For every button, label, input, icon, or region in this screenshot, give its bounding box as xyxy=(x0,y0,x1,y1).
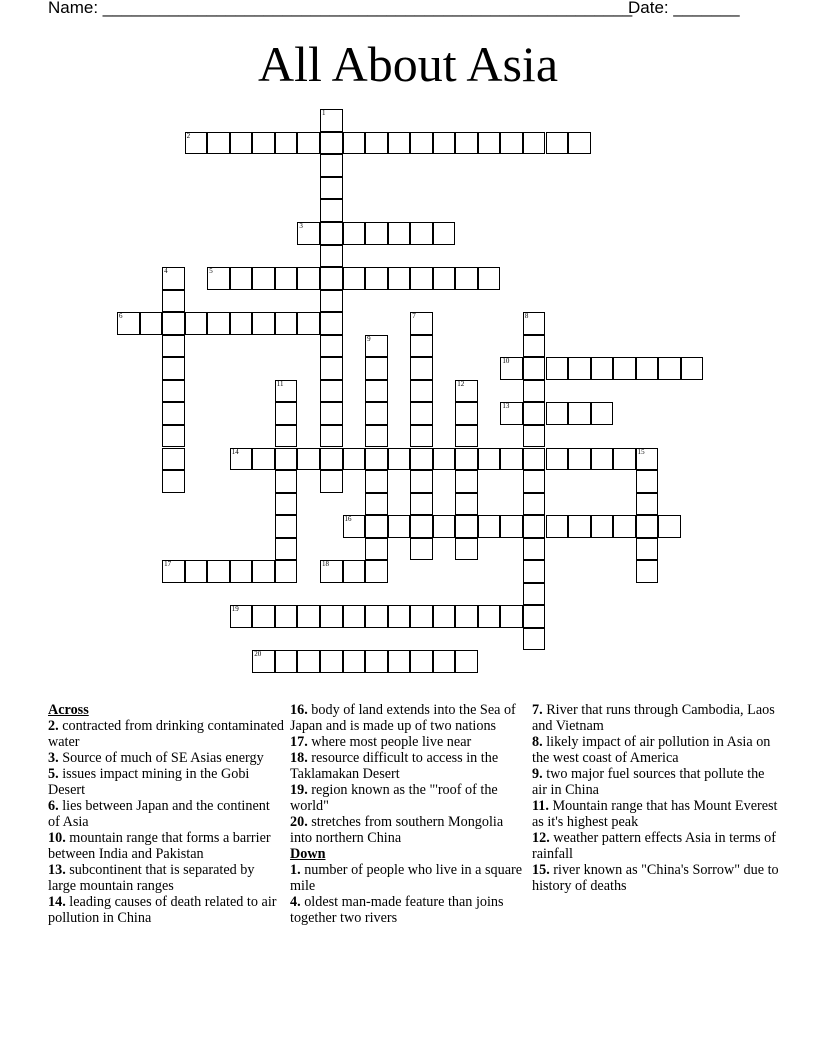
crossword-cell[interactable] xyxy=(523,380,546,403)
clue-number: 13 xyxy=(502,402,510,411)
across-heading: Across xyxy=(48,702,89,718)
crossword-cell[interactable] xyxy=(275,312,298,335)
crossword-cell[interactable] xyxy=(388,267,411,290)
crossword-cell[interactable] xyxy=(478,448,501,471)
clue-number: 2 xyxy=(186,131,191,140)
crossword-cell[interactable] xyxy=(297,222,320,245)
clue-down-11: 11. Mountain range that has Mount Everest as it's highest peak xyxy=(532,798,778,830)
clues-column-2 xyxy=(290,702,526,926)
crossword-cell[interactable] xyxy=(162,380,185,403)
crossword-cell[interactable] xyxy=(275,470,298,493)
crossword-cell[interactable] xyxy=(523,605,546,628)
crossword-cell[interactable] xyxy=(455,402,478,425)
crossword-cell[interactable] xyxy=(320,402,343,425)
clue-number: 5 xyxy=(209,267,213,276)
crossword-cell[interactable] xyxy=(365,470,388,493)
crossword-cell[interactable] xyxy=(433,448,456,471)
crossword-cell[interactable] xyxy=(320,267,343,290)
crossword-cell[interactable] xyxy=(591,515,614,538)
crossword-cell[interactable] xyxy=(410,493,433,516)
down-heading: Down xyxy=(290,846,326,862)
crossword-cell[interactable] xyxy=(478,515,501,538)
crossword-cell[interactable] xyxy=(455,470,478,493)
crossword-cell[interactable] xyxy=(568,357,591,380)
crossword-cell[interactable] xyxy=(523,448,546,471)
crossword-cell[interactable] xyxy=(320,357,343,380)
crossword-cell[interactable] xyxy=(410,335,433,358)
page-title: All About Asia xyxy=(257,36,559,92)
clue-number: 20 xyxy=(254,650,262,659)
clue-number: 15 xyxy=(637,447,645,456)
crossword-cell[interactable] xyxy=(500,605,523,628)
crossword-cell[interactable] xyxy=(207,132,230,155)
crossword-cell[interactable] xyxy=(275,448,298,471)
crossword-cell[interactable] xyxy=(365,425,388,448)
crossword-cell[interactable] xyxy=(320,448,343,471)
crossword-cell[interactable] xyxy=(297,312,320,335)
crossword-cell[interactable] xyxy=(185,132,208,155)
crossword-cell[interactable] xyxy=(433,222,456,245)
crossword-cell[interactable] xyxy=(275,132,298,155)
crossword-cell[interactable] xyxy=(636,448,659,471)
crossword-cell[interactable] xyxy=(523,357,546,380)
crossword-cell[interactable] xyxy=(568,402,591,425)
date-field-label: Date: _______ xyxy=(628,0,740,17)
clue-across-19: 19. region known as the "'roof of the world" xyxy=(290,782,498,814)
crossword-cell[interactable] xyxy=(320,335,343,358)
crossword-cell[interactable] xyxy=(455,448,478,471)
clue-across-5: 5. issues impact mining in the Gobi Desert xyxy=(48,766,250,798)
crossword-cell[interactable] xyxy=(365,605,388,628)
clues-column-3 xyxy=(532,702,782,894)
crossword-cell[interactable] xyxy=(275,560,298,583)
crossword-cell[interactable] xyxy=(388,515,411,538)
crossword-cell[interactable] xyxy=(230,448,253,471)
crossword-cell[interactable] xyxy=(162,448,185,471)
crossword-cell[interactable] xyxy=(162,470,185,493)
crossword-cell[interactable] xyxy=(252,605,275,628)
crossword-cell[interactable] xyxy=(365,402,388,425)
crossword-cell[interactable] xyxy=(343,560,366,583)
crossword-cell[interactable] xyxy=(343,650,366,673)
clue-number: 14 xyxy=(231,447,239,456)
crossword-cell[interactable] xyxy=(658,357,681,380)
crossword-cell[interactable] xyxy=(320,290,343,313)
crossword-cell[interactable] xyxy=(523,312,546,335)
clue-number: 12 xyxy=(457,379,465,388)
clue-down-8: 8. likely impact of air pollution in Asia on the west coast of America xyxy=(532,734,771,766)
clue-across-20: 20. stretches from southern Mongolia into northern China xyxy=(290,814,504,846)
crossword-cell[interactable] xyxy=(455,267,478,290)
crossword-cell[interactable] xyxy=(320,199,343,222)
clue-number: 10 xyxy=(502,357,510,366)
clue-number: 18 xyxy=(322,560,329,569)
crossword-cell[interactable] xyxy=(365,357,388,380)
crossword-cell[interactable] xyxy=(252,267,275,290)
crossword-cell[interactable] xyxy=(275,515,298,538)
clue-number: 9 xyxy=(367,334,371,343)
clue-number: 11 xyxy=(276,379,284,388)
crossword-cell[interactable] xyxy=(320,312,343,335)
crossword-cell[interactable] xyxy=(455,132,478,155)
crossword-cell[interactable] xyxy=(410,222,433,245)
crossword-cell[interactable] xyxy=(275,650,298,673)
crossword-cell[interactable] xyxy=(478,132,501,155)
crossword-cell[interactable] xyxy=(410,267,433,290)
crossword-cell[interactable] xyxy=(636,515,659,538)
clue-number: 19 xyxy=(231,605,239,614)
crossword-cell[interactable] xyxy=(117,312,140,335)
crossword-cell[interactable] xyxy=(320,605,343,628)
clue-number: 16 xyxy=(344,515,352,524)
crossword-cell[interactable] xyxy=(410,402,433,425)
crossword-cell[interactable] xyxy=(410,425,433,448)
crossword-cell[interactable] xyxy=(320,470,343,493)
crossword-cell[interactable] xyxy=(365,222,388,245)
crossword-cell[interactable] xyxy=(275,402,298,425)
crossword-cell[interactable] xyxy=(343,132,366,155)
crossword-cell[interactable] xyxy=(658,515,681,538)
crossword-cell[interactable] xyxy=(455,380,478,403)
crossword-cell[interactable] xyxy=(365,538,388,561)
crossword-cell[interactable] xyxy=(320,380,343,403)
crossword-cell[interactable] xyxy=(546,515,569,538)
crossword-cell[interactable] xyxy=(365,515,388,538)
crossword-cell[interactable] xyxy=(478,267,501,290)
crossword-cell[interactable] xyxy=(275,425,298,448)
crossword-cell[interactable] xyxy=(568,132,591,155)
crossword-cell[interactable] xyxy=(546,402,569,425)
crossword-cell[interactable] xyxy=(320,222,343,245)
clue-across-18: 18. resource difficult to access in the Taklamakan Desert xyxy=(290,750,499,782)
crossword-cell[interactable] xyxy=(207,267,230,290)
crossword-cell[interactable] xyxy=(252,560,275,583)
crossword-cell[interactable] xyxy=(365,560,388,583)
crossword-cell[interactable] xyxy=(275,605,298,628)
crossword-cell[interactable] xyxy=(636,493,659,516)
crossword-cell[interactable] xyxy=(523,560,546,583)
clue-number: 7 xyxy=(412,312,416,321)
crossword-cell[interactable] xyxy=(410,515,433,538)
crossword-cell[interactable] xyxy=(343,605,366,628)
crossword-cell[interactable] xyxy=(410,470,433,493)
crossword-cell[interactable] xyxy=(365,335,388,358)
crossword-cell[interactable] xyxy=(320,425,343,448)
crossword-cell[interactable] xyxy=(523,335,546,358)
crossword-cell[interactable] xyxy=(388,650,411,673)
crossword-cell[interactable] xyxy=(613,515,636,538)
clue-across-6: 6. lies between Japan and the continent of Asia xyxy=(48,798,270,830)
crossword-cell[interactable] xyxy=(140,312,163,335)
crossword-cell[interactable] xyxy=(636,470,659,493)
crossword-cell[interactable] xyxy=(320,154,343,177)
crossword-cell[interactable] xyxy=(478,605,501,628)
crossword-cell[interactable] xyxy=(162,560,185,583)
crossword-cell[interactable] xyxy=(343,515,366,538)
crossword-cell[interactable] xyxy=(455,425,478,448)
crossword-cell[interactable] xyxy=(252,650,275,673)
clue-down-9: 9. two major fuel sources that pollute the air in China xyxy=(532,766,765,798)
clue-down-15: 15. river known as "China's Sorrow" due to history of deaths xyxy=(532,862,779,894)
crossword-cell[interactable] xyxy=(410,605,433,628)
crossword-cell[interactable] xyxy=(185,560,208,583)
crossword-cell[interactable] xyxy=(320,650,343,673)
crossword-cell[interactable] xyxy=(591,448,614,471)
crossword-cell[interactable] xyxy=(230,267,253,290)
crossword-cell[interactable] xyxy=(343,222,366,245)
crossword-cell[interactable] xyxy=(433,650,456,673)
crossword-cell[interactable] xyxy=(162,335,185,358)
clue-number: 8 xyxy=(524,312,529,321)
crossword-cell[interactable] xyxy=(523,425,546,448)
crossword-cell[interactable] xyxy=(275,267,298,290)
crossword-cell[interactable] xyxy=(455,650,478,673)
crossword-cell[interactable] xyxy=(343,448,366,471)
crossword-cell[interactable] xyxy=(320,132,343,155)
crossword-cell[interactable] xyxy=(275,380,298,403)
crossword-cell[interactable] xyxy=(320,177,343,200)
crossword-cell[interactable] xyxy=(546,357,569,380)
crossword-cell[interactable] xyxy=(162,357,185,380)
crossword-cell[interactable] xyxy=(252,312,275,335)
crossword-cell[interactable] xyxy=(523,515,546,538)
clue-down-12: 12. weather pattern effects Asia in terms of rainfall xyxy=(532,830,776,862)
crossword-cell[interactable] xyxy=(297,448,320,471)
clue-across-14: 14. leading causes of death related to air pollution in China xyxy=(48,894,277,926)
crossword-cell[interactable] xyxy=(365,650,388,673)
crossword-cell[interactable] xyxy=(320,109,343,132)
crossword-cell[interactable] xyxy=(410,132,433,155)
crossword-cell[interactable] xyxy=(388,605,411,628)
crossword-cell[interactable] xyxy=(636,538,659,561)
clue-number: 17 xyxy=(164,560,172,569)
crossword-cell[interactable] xyxy=(162,290,185,313)
crossword-cell[interactable] xyxy=(455,605,478,628)
crossword-cell[interactable] xyxy=(433,132,456,155)
crossword-cell[interactable] xyxy=(162,267,185,290)
clue-down-1: 1. number of people who live in a square mile xyxy=(290,862,523,894)
crossword-cell[interactable] xyxy=(365,380,388,403)
crossword-cell[interactable] xyxy=(162,402,185,425)
crossword-cell[interactable] xyxy=(162,425,185,448)
crossword-cell[interactable] xyxy=(365,267,388,290)
crossword-cell[interactable] xyxy=(455,515,478,538)
crossword-cell[interactable] xyxy=(455,538,478,561)
crossword-cell[interactable] xyxy=(162,312,185,335)
clue-across-3: 3. Source of much of SE Asias energy xyxy=(48,750,264,766)
crossword-cell[interactable] xyxy=(275,538,298,561)
crossword-cell[interactable] xyxy=(613,448,636,471)
crossword-cell[interactable] xyxy=(320,245,343,268)
crossword-cell[interactable] xyxy=(230,312,253,335)
crossword-cell[interactable] xyxy=(207,560,230,583)
crossword-cell[interactable] xyxy=(365,132,388,155)
crossword-cell[interactable] xyxy=(185,312,208,335)
crossword-cell[interactable] xyxy=(523,402,546,425)
crossword-cell[interactable] xyxy=(343,267,366,290)
clue-number: 1 xyxy=(322,109,326,118)
crossword-cell[interactable] xyxy=(297,605,320,628)
crossword-cell[interactable] xyxy=(230,605,253,628)
crossword-cell[interactable] xyxy=(388,448,411,471)
crossword-cell[interactable] xyxy=(433,267,456,290)
crossword-cell[interactable] xyxy=(388,222,411,245)
crossword-cell[interactable] xyxy=(681,357,704,380)
crossword-cell[interactable] xyxy=(410,448,433,471)
crossword-cell[interactable] xyxy=(252,448,275,471)
crossword-cell[interactable] xyxy=(568,448,591,471)
crossword-cell[interactable] xyxy=(410,312,433,335)
crossword-cell[interactable] xyxy=(591,402,614,425)
crossword-cell[interactable] xyxy=(410,380,433,403)
clue-across-13: 13. subcontinent that is separated by large mountain ranges xyxy=(48,862,255,894)
crossword-cell[interactable] xyxy=(546,132,569,155)
crossword-cell[interactable] xyxy=(546,448,569,471)
crossword-cell[interactable] xyxy=(297,267,320,290)
crossword-cell[interactable] xyxy=(523,470,546,493)
name-field-label: Name: ________________________________________________________ xyxy=(48,0,633,17)
crossword-cell[interactable] xyxy=(388,132,411,155)
crossword-cell[interactable] xyxy=(455,493,478,516)
crossword-cell[interactable] xyxy=(433,515,456,538)
clue-across-17: 17. where most people live near xyxy=(290,734,472,750)
crossword-cell[interactable] xyxy=(500,357,523,380)
crossword-cell[interactable] xyxy=(500,402,523,425)
clue-across-16: 16. body of land extends into the Sea of Japan and is made up of two nations xyxy=(290,702,516,734)
crossword-cell[interactable] xyxy=(591,357,614,380)
crossword-cell[interactable] xyxy=(252,132,275,155)
crossword-cell[interactable] xyxy=(523,628,546,651)
clue-down-7: 7. River that runs through Cambodia, Laos and Vietnam xyxy=(532,702,775,734)
crossword-cell[interactable] xyxy=(523,583,546,606)
clues-column-1 xyxy=(48,702,284,926)
crossword-cell[interactable] xyxy=(230,132,253,155)
crossword-cell[interactable] xyxy=(500,515,523,538)
crossword-cell[interactable] xyxy=(365,448,388,471)
crossword-cell[interactable] xyxy=(207,312,230,335)
crossword-cell[interactable] xyxy=(297,132,320,155)
crossword-cell[interactable] xyxy=(523,132,546,155)
clue-number: 3 xyxy=(299,222,303,230)
crossword-cell[interactable] xyxy=(636,560,659,583)
crossword-cell[interactable] xyxy=(636,357,659,380)
crossword-cell[interactable] xyxy=(230,560,253,583)
crossword-cell[interactable] xyxy=(523,493,546,516)
crossword-cell[interactable] xyxy=(410,357,433,380)
crossword-cell[interactable] xyxy=(410,650,433,673)
crossword-cell[interactable] xyxy=(613,357,636,380)
crossword-cell[interactable] xyxy=(320,560,343,583)
crossword-cell[interactable] xyxy=(275,493,298,516)
crossword-cell[interactable] xyxy=(500,448,523,471)
clue-across-2: 2. contracted from drinking contaminated water xyxy=(48,718,284,750)
clue-across-10: 10. mountain range that forms a barrier between India and Pakistan xyxy=(48,830,271,862)
crossword-cell[interactable] xyxy=(410,538,433,561)
crossword-cell[interactable] xyxy=(523,538,546,561)
crossword-cell[interactable] xyxy=(433,605,456,628)
crossword-cell[interactable] xyxy=(500,132,523,155)
clue-number: 6 xyxy=(119,312,123,321)
crossword-cell[interactable] xyxy=(365,493,388,516)
clue-number: 4 xyxy=(164,267,168,276)
crossword-cell[interactable] xyxy=(568,515,591,538)
clue-down-4: 4. oldest man-made feature than joins together two rivers xyxy=(290,894,504,926)
crossword-cell[interactable] xyxy=(297,650,320,673)
